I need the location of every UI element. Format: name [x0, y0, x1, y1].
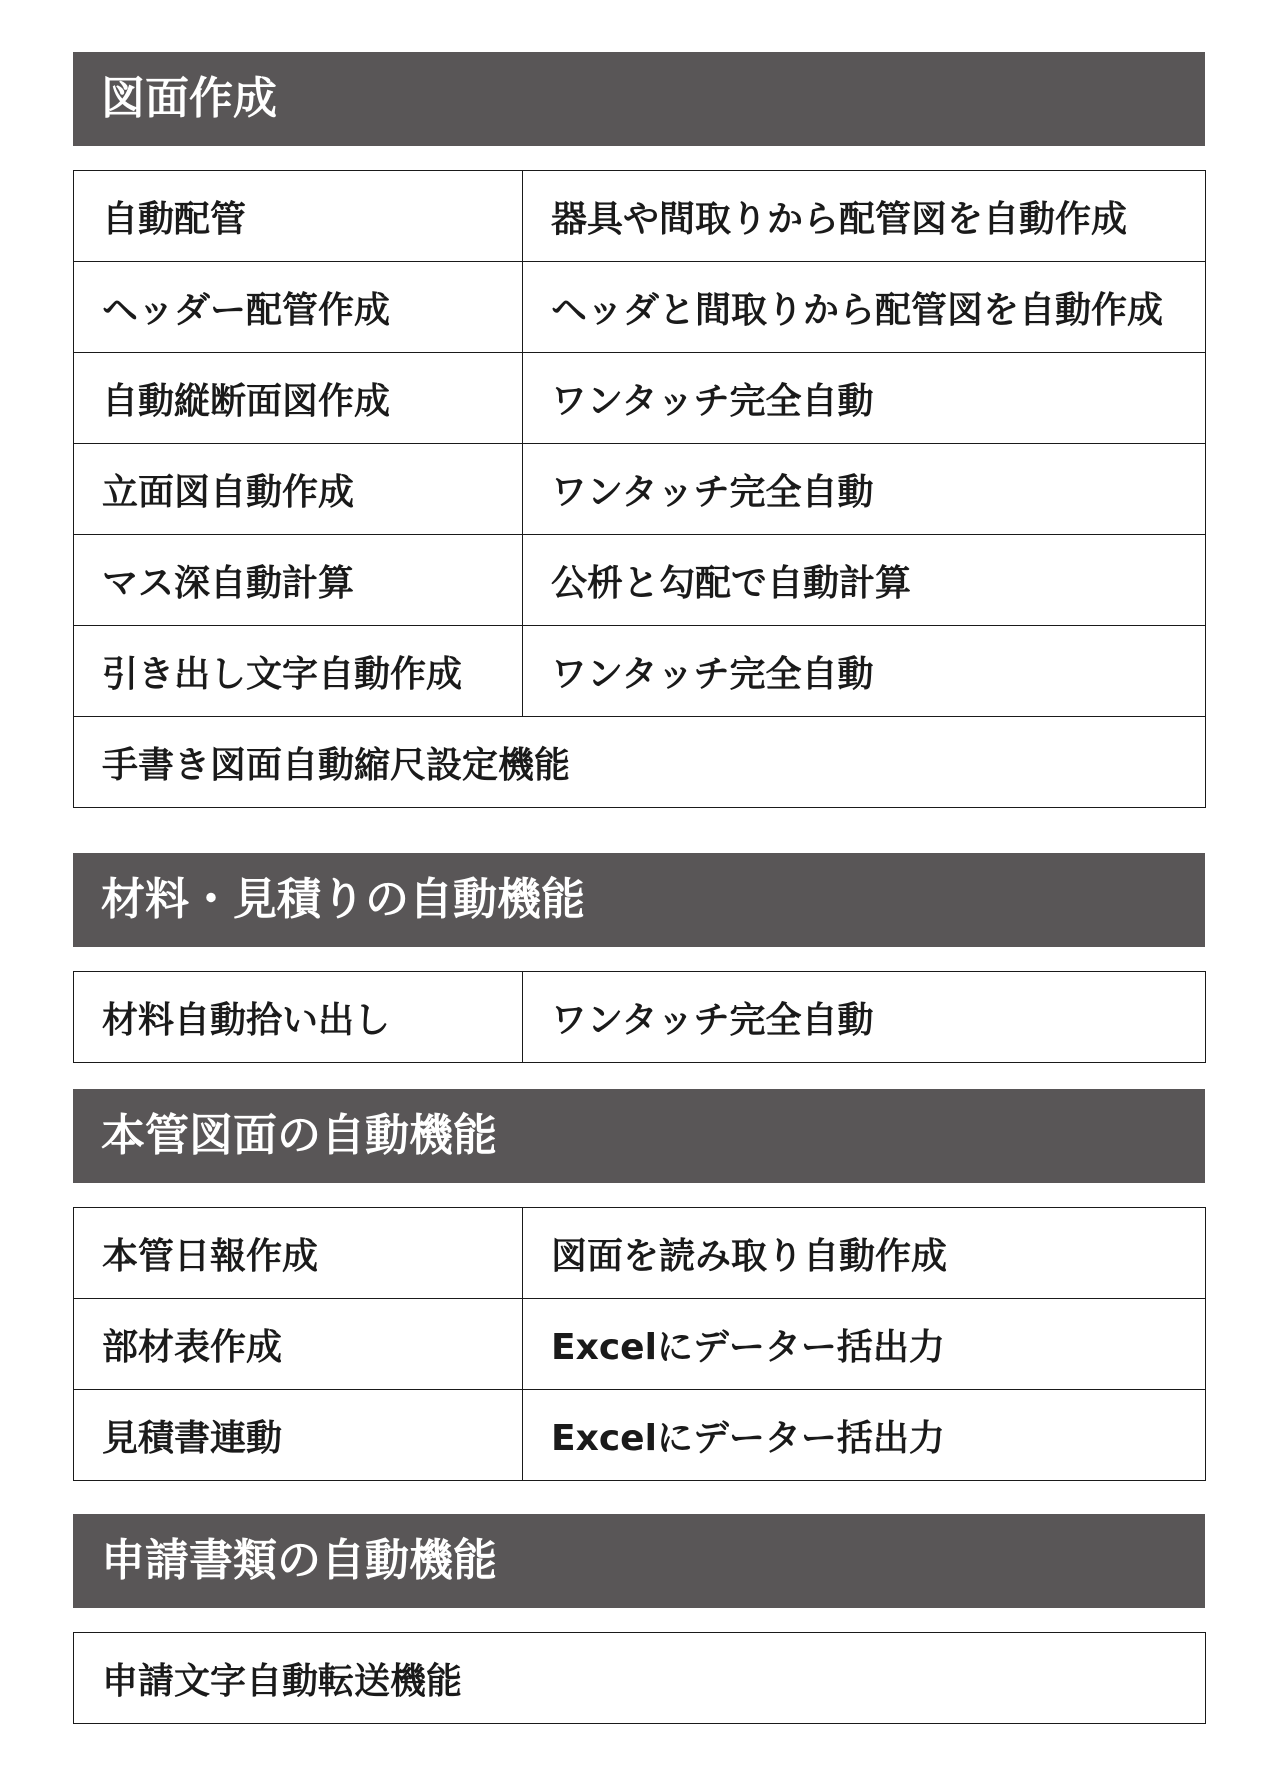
- feature-name: 手書き図面自動縮尺設定機能: [74, 717, 1206, 808]
- feature-name: マス深自動計算: [74, 535, 523, 626]
- feature-name: 申請文字自動転送機能: [74, 1633, 1206, 1724]
- feature-table-drawing: [73, 170, 1206, 808]
- feature-name: 引き出し文字自動作成: [74, 626, 523, 717]
- section-header-main-pipe: 本管図面の自動機能: [73, 1089, 1205, 1183]
- feature-name: 見積書連動: [74, 1390, 523, 1481]
- feature-name: 自動縦断面図作成: [74, 353, 523, 444]
- table-row: [74, 444, 1206, 535]
- table-row: [74, 171, 1206, 262]
- table-row: [74, 717, 1206, 808]
- feature-description: ワンタッチ完全自動: [523, 353, 1206, 444]
- table-row: [74, 262, 1206, 353]
- feature-description: 器具や間取りから配管図を自動作成: [523, 171, 1206, 262]
- table-row: [74, 1208, 1206, 1299]
- feature-description: 公枡と勾配で自動計算: [523, 535, 1206, 626]
- section-header-materials: 材料・見積りの自動機能: [73, 853, 1205, 947]
- feature-table-main-pipe: [73, 1207, 1206, 1481]
- feature-name: 材料自動拾い出し: [74, 972, 523, 1063]
- feature-description: ワンタッチ完全自動: [523, 626, 1206, 717]
- section-header-drawing: 図面作成: [73, 52, 1205, 146]
- feature-table-application: [73, 1632, 1206, 1724]
- feature-name: 部材表作成: [74, 1299, 523, 1390]
- table-row: [74, 972, 1206, 1063]
- feature-description: ヘッダと間取りから配管図を自動作成: [523, 262, 1206, 353]
- feature-description: Excelにデーター括出力: [523, 1299, 1206, 1390]
- feature-name: 自動配管: [74, 171, 523, 262]
- feature-description: Excelにデーター括出力: [523, 1390, 1206, 1481]
- table-row: [74, 353, 1206, 444]
- table-row: [74, 1390, 1206, 1481]
- feature-name: ヘッダー配管作成: [74, 262, 523, 353]
- table-row: [74, 1299, 1206, 1390]
- feature-name: 立面図自動作成: [74, 444, 523, 535]
- feature-description: ワンタッチ完全自動: [523, 972, 1206, 1063]
- feature-table-materials: [73, 971, 1206, 1063]
- table-row: [74, 1633, 1206, 1724]
- feature-description: ワンタッチ完全自動: [523, 444, 1206, 535]
- feature-name: 本管日報作成: [74, 1208, 523, 1299]
- feature-description: 図面を読み取り自動作成: [523, 1208, 1206, 1299]
- table-row: [74, 535, 1206, 626]
- section-header-application: 申請書類の自動機能: [73, 1514, 1205, 1608]
- table-row: [74, 626, 1206, 717]
